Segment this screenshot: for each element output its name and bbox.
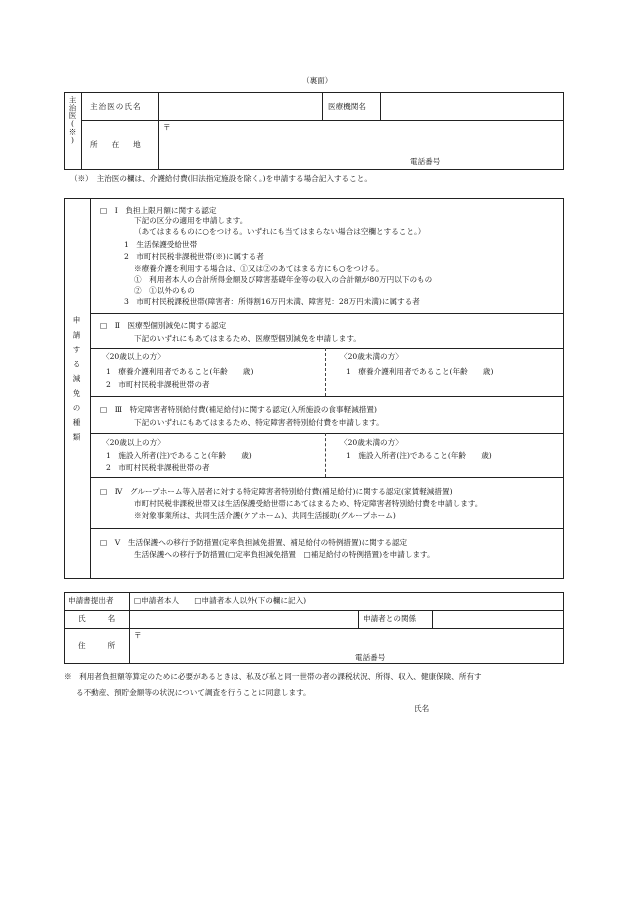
relation-label: 申請者との関係 xyxy=(363,614,417,623)
relation-field[interactable] xyxy=(434,612,562,626)
section-1-option[interactable]: 3 市町村民税課税世帯(障害者：所得割16万円未満、障害児：28万円未満)に属する者 xyxy=(124,297,420,306)
section-2-right-1[interactable]: 1 療養介護利用者であること(年齢 歳) xyxy=(346,367,494,376)
section-3-right-1[interactable]: 1 施設入所者(注)であること(年齢 歳) xyxy=(346,451,492,460)
institution-field[interactable] xyxy=(382,94,562,118)
signature-label: 氏名 xyxy=(414,704,430,713)
doctor-name-field[interactable] xyxy=(160,94,320,118)
section-1-option[interactable]: 1 生活保護受給世帯 xyxy=(124,240,198,249)
section-5-line[interactable]: 生活保護への移行予防措置(□定率負担減免措置 □補足給付の特例措置)を申請します。 xyxy=(134,550,435,559)
section-1-option[interactable]: ② ①以外のもの xyxy=(134,286,195,295)
types-side-label: 申請する減免の種類 xyxy=(72,316,81,448)
section-1-option[interactable]: 2 市町村民税非課税世帯(※)に属する者 xyxy=(124,252,264,261)
section-2-left-2[interactable]: 2 市町村民税非課税世帯の者 xyxy=(106,380,210,389)
applicant-address-field[interactable] xyxy=(131,630,561,662)
section-1-line: （あてはまるものに○をつける。いずれにも当てはまらない場合は空欄とすること。） xyxy=(134,227,426,236)
section-4-line: 市町村民税非課税世帯又は生活保護受給世帯にあてはまるため、特定障害者特別給付費を申請します。 xyxy=(134,499,483,508)
institution-label: 医療機関名 xyxy=(328,102,366,111)
doctor-note: （※） 主治医の欄は、介護給付費(旧法指定施設を除く。)を申請する場合記入すること。 xyxy=(70,174,372,183)
section-1-option[interactable]: ① 利用者本人の合計所得金額及び障害基礎年金等の収入の合計額が80万円以下のもの xyxy=(134,275,433,284)
section-3-left-1[interactable]: 1 施設入所者(注)であること(年齢 歳) xyxy=(106,451,252,460)
section-3-left-head: 〈20歳以上の方〉 xyxy=(102,438,165,447)
section-3-right-head: 〈20歳未満の方〉 xyxy=(340,438,403,447)
consent-line-1: ※ 利用者負担額等算定のために必要があるときは、私及び私と同一世帯の者の課税状況、所得、収入、健康保険、所有す xyxy=(64,672,482,681)
section-3-title[interactable]: □ Ⅲ 特定障害者特別給付費(補足給付)に関する認定(入所施設の食事軽減措置) xyxy=(100,405,377,414)
postal-mark: 〒 xyxy=(163,123,171,132)
applicant-phone-label: 電話番号 xyxy=(355,653,386,662)
doctor-address-field[interactable] xyxy=(160,122,560,168)
section-2-right-head: 〈20歳未満の方〉 xyxy=(340,352,403,361)
section-1-title[interactable]: □ Ⅰ 負担上限月額に関する認定 xyxy=(100,206,217,215)
doctor-side-label: 主治医(※) xyxy=(68,96,77,145)
section-1-line: ※療養介護を利用する場合は、①又は②のあてはまる方にも○をつける。 xyxy=(134,264,384,273)
section-3-left-2[interactable]: 2 市町村民税非課税世帯の者 xyxy=(106,463,210,472)
section-2-left-1[interactable]: 1 療養介護利用者であること(年齢 歳) xyxy=(106,367,254,376)
section-5-title[interactable]: □ Ⅴ 生活保護への移行予防措置(定率負担減免措置、補足給付の特例措置)に関する認定 xyxy=(100,538,408,547)
section-2-line: 下記のいずれにもあてはまるため、医療型個別減免を申請します。 xyxy=(134,334,361,343)
section-3-line: 下記のいずれにもあてはまるため、特定障害者特別給付費を申請します。 xyxy=(134,418,384,427)
signature-field[interactable] xyxy=(434,700,562,716)
applicant-address-label: 住所 xyxy=(78,641,138,650)
consent-line-2: る不動産、預貯金額等の状況について調査を行うことに同意します。 xyxy=(76,688,311,697)
doctor-name-label: 主治医の氏名 xyxy=(90,102,142,111)
section-4-title[interactable]: □ Ⅳ グループホーム等入居者に対する特定障害者特別給付費(補足給付)に関する認定(家賃軽減措置) xyxy=(100,487,453,496)
applicant-name-label: 氏名 xyxy=(78,614,138,623)
submitter-label: 申請書提出者 xyxy=(68,596,114,605)
doctor-address-label: 所在地 xyxy=(90,140,155,149)
applicant-name-field[interactable] xyxy=(131,612,356,626)
doctor-phone-label: 電話番号 xyxy=(410,157,441,166)
section-2-left-head: 〈20歳以上の方〉 xyxy=(102,352,165,361)
submitter-options[interactable]: □申請者本人 □申請者本人以外(下の欄に記入) xyxy=(134,596,307,605)
page-label: （裏面） xyxy=(302,76,333,85)
section-1-line: 下記の区分の適用を申請します。 xyxy=(134,216,248,225)
applicant-postal-mark: 〒 xyxy=(134,631,142,640)
section-2-title[interactable]: □ Ⅱ 医療型個別減免に関する認定 xyxy=(100,321,227,330)
section-4-line: ※対象事業所は、共同生活介護(ケアホーム)、共同生活援助(グループホーム) xyxy=(134,511,396,520)
